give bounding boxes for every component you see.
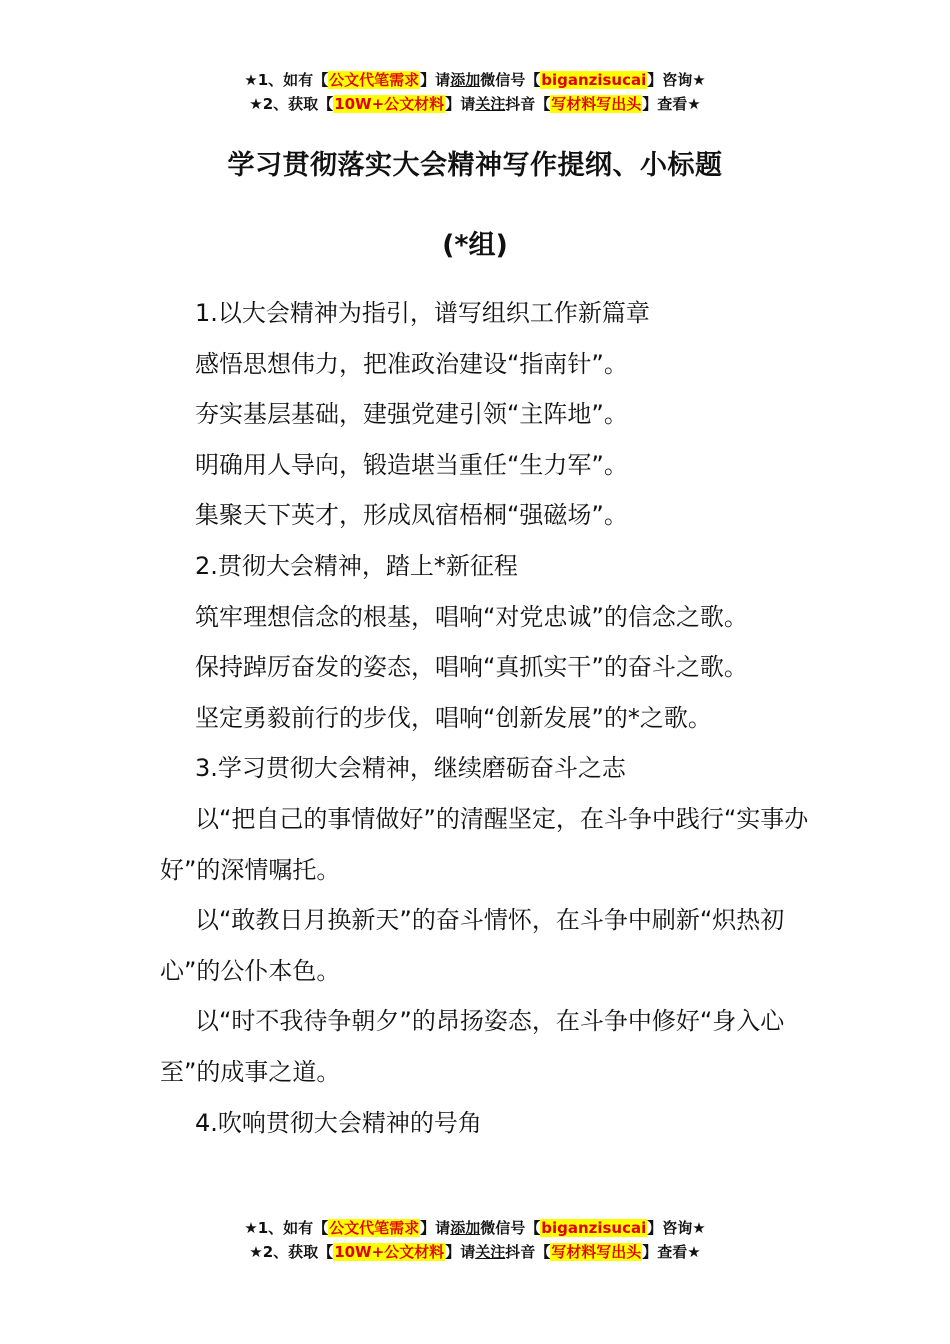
section-heading: 4.吹响贯彻大会精神的号角 [195, 1108, 482, 1137]
section-heading: 2.贯彻大会精神，踏上*新征程 [195, 551, 518, 580]
paragraph: 夯实基层基础，建强党建引领“主阵地”。 [195, 400, 628, 429]
banner-text: 抖音【 [505, 95, 551, 113]
banner-text: 微信号【 [480, 71, 541, 89]
banner-text: ★2、获取【 [249, 1243, 334, 1261]
highlight-service: 公文代笔需求 [329, 71, 420, 89]
footer-banner [0, 1216, 950, 1264]
highlight-wechat-id: biganzisucai [541, 71, 647, 89]
banner-text: 】查看★ [642, 1243, 701, 1261]
banner-underline: 添加 [450, 71, 481, 89]
banner-line-2 [0, 92, 950, 116]
paragraph: 集聚天下英才，形成凤宿梧桐“强磁场”。 [195, 501, 628, 530]
paragraph: 坚定勇毅前行的步伐，唱响“创新发展”的*之歌。 [195, 703, 712, 732]
banner-text: ★2、获取【 [249, 95, 334, 113]
banner-text: 】请 [445, 1243, 476, 1261]
banner-text: 】查看★ [642, 95, 701, 113]
paragraph: 以“时不我待争朝夕”的昂扬姿态，在斗争中修好“身入心至”的成事之道。 [160, 1007, 785, 1086]
highlight-douyin: 写材料写出头 [551, 95, 642, 113]
banner-line-1 [0, 68, 950, 92]
banner-underline: 关注 [475, 95, 506, 113]
section-heading: 3.学习贯彻大会精神，继续磨砺奋斗之志 [195, 754, 626, 783]
header-banner [0, 68, 950, 116]
banner-line-1 [0, 1216, 950, 1240]
highlight-materials: 10W+公文材料 [334, 1243, 445, 1261]
banner-text: 】咨询★ [647, 1219, 706, 1237]
paragraph: 以“把自己的事情做好”的清醒坚定，在斗争中践行“实事办好”的深情嘱托。 [160, 804, 809, 884]
banner-text: 】请 [420, 71, 451, 89]
highlight-service: 公文代笔需求 [329, 1219, 420, 1237]
highlight-materials: 10W+公文材料 [334, 95, 445, 113]
paragraph: 以“敢教日月换新天”的奋斗情怀，在斗争中刷新“炽热初心”的公仆本色。 [160, 906, 785, 985]
banner-text: 抖音【 [505, 1243, 551, 1261]
banner-text: 】请 [420, 1219, 451, 1237]
paragraph: 感悟思想伟力，把准政治建设“指南针”。 [195, 349, 628, 378]
banner-text: 】咨询★ [647, 71, 706, 89]
banner-underline: 关注 [475, 1243, 506, 1261]
banner-line-2 [0, 1240, 950, 1264]
document-subtitle: (*组) [442, 230, 508, 261]
document-title: 学习贯彻落实大会精神写作提纲、小标题 [227, 150, 723, 181]
paragraph: 保持踔厉奋发的姿态，唱响“真抓实干”的奋斗之歌。 [195, 653, 748, 682]
section-heading: 1.以大会精神为指引，谱写组织工作新篇章 [195, 299, 650, 327]
banner-text: ★1、如有【 [244, 1219, 329, 1237]
banner-text: 】请 [445, 95, 476, 113]
banner-underline: 添加 [450, 1219, 481, 1237]
paragraph: 明确用人导向，锻造堪当重任“生力军”。 [195, 450, 628, 479]
document-body [160, 288, 810, 1148]
paragraph: 筑牢理想信念的根基，唱响“对党忠诚”的信念之歌。 [195, 602, 748, 631]
banner-text: ★1、如有【 [244, 71, 329, 89]
highlight-douyin: 写材料写出头 [551, 1243, 642, 1261]
highlight-wechat-id: biganzisucai [541, 1219, 647, 1237]
banner-text: 微信号【 [480, 1219, 541, 1237]
